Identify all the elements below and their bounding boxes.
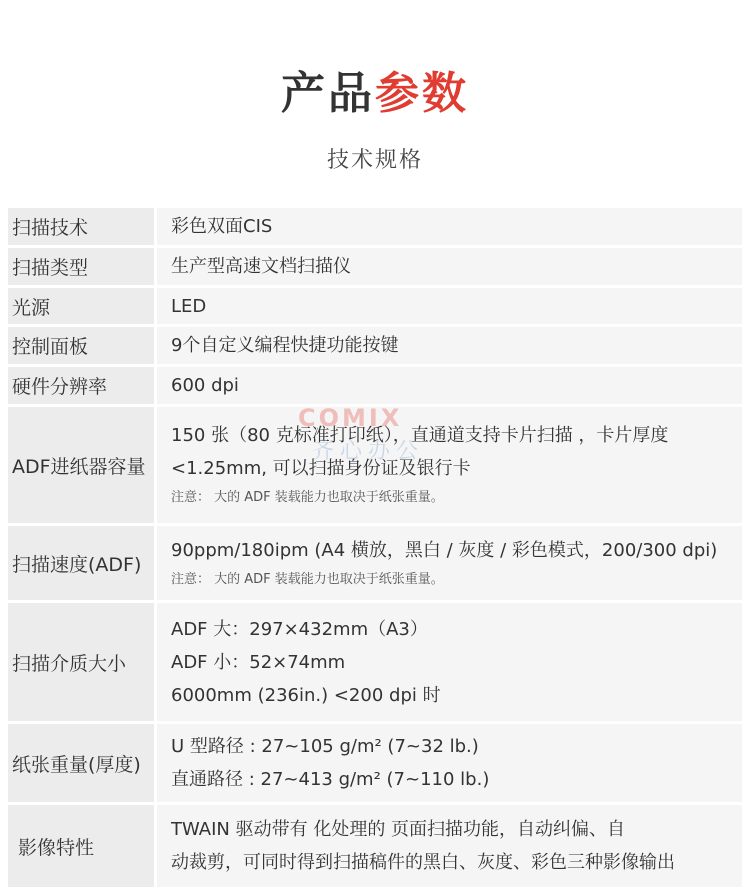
spec-value-line: 150 张（80 克标准打印纸），直通道支持卡片扫描 ，卡片厚度 <box>171 425 669 446</box>
spec-value <box>157 367 742 404</box>
spec-value <box>157 407 742 523</box>
spec-value-line: 动裁剪，可同时得到扫描稿件的黑白、灰度、彩色三种影像输出 <box>171 852 675 873</box>
spec-label: 硬件分辨率 <box>8 367 154 404</box>
spec-value-line: 90ppm/180ipm (A4 横放，黑白 / 灰度 / 彩色模式，200/300 dpi) <box>171 539 718 561</box>
spec-label: 扫描技术 <box>8 208 154 245</box>
spec-label: 影像特性 <box>8 805 154 887</box>
spec-value-line: 直通路径 : 27~413 g/m² (7~110 lb.) <box>171 769 490 790</box>
spec-value-line: ADF 小：52×74mm <box>171 651 346 673</box>
spec-row-scan-speed <box>8 526 742 603</box>
spec-row-scan-technology <box>8 208 742 248</box>
spec-value <box>157 603 742 721</box>
spec-value <box>157 208 742 245</box>
spec-row-adf-capacity <box>8 407 742 526</box>
spec-value <box>157 248 742 285</box>
spec-value-line: LED <box>171 295 207 317</box>
spec-value-line: 9个自定义编程快捷功能按键 <box>171 335 399 356</box>
spec-label: 光源 <box>8 288 154 324</box>
spec-value-line: ADF 大：297×432mm（A3） <box>171 618 428 640</box>
spec-value-line: U 型路径 : 27~105 g/m² (7~32 lb.) <box>171 736 479 757</box>
spec-value-line: 6000mm (236in.) <200 dpi 时 <box>171 684 441 706</box>
spec-value-line: <1.25mm, 可以扫描身份证及银行卡 <box>171 458 471 479</box>
watermark-text: 齐心办公 <box>312 439 425 464</box>
spec-label: 扫描速度(ADF) <box>8 526 154 600</box>
spec-value-line: 生产型高速文档扫描仪 <box>171 256 351 277</box>
spec-value <box>157 327 742 364</box>
spec-table <box>8 208 742 890</box>
page-subtitle: 技术规格 <box>326 148 423 173</box>
spec-value <box>157 805 742 887</box>
spec-row-resolution <box>8 367 742 407</box>
spec-label: 扫描介质大小 <box>8 603 154 721</box>
spec-value <box>157 724 742 802</box>
spec-value <box>157 526 742 600</box>
spec-label: 纸张重量(厚度) <box>8 724 154 802</box>
watermark-logo: COMIX <box>298 404 403 432</box>
spec-row-paper-weight <box>8 724 742 805</box>
spec-row-media-size <box>8 603 742 724</box>
spec-label: 控制面板 <box>8 327 154 364</box>
spec-label: ADF进纸器容量 <box>8 407 154 523</box>
spec-value <box>157 288 742 324</box>
spec-value-line: TWAIN 驱动带有 化处理的 页面扫描功能，自动纠偏、自 <box>171 819 626 840</box>
spec-label: 扫描类型 <box>8 248 154 285</box>
spec-value-line: 彩色双面CIS <box>171 216 273 237</box>
spec-row-image-features <box>8 805 742 890</box>
page-title <box>0 64 750 124</box>
spec-row-light-source <box>8 288 742 327</box>
spec-note: 注意： 大的 ADF 装载能力也取决于纸张重量。 <box>171 490 444 505</box>
spec-row-control-panel <box>8 327 742 367</box>
title-part-2: 参数 <box>375 68 469 119</box>
spec-value-line: 600 dpi <box>171 375 239 396</box>
spec-note: 注意： 大的 ADF 装载能力也取决于纸张重量。 <box>171 571 444 587</box>
spec-row-scan-type <box>8 248 742 288</box>
title-part-1: 产品 <box>281 68 375 119</box>
